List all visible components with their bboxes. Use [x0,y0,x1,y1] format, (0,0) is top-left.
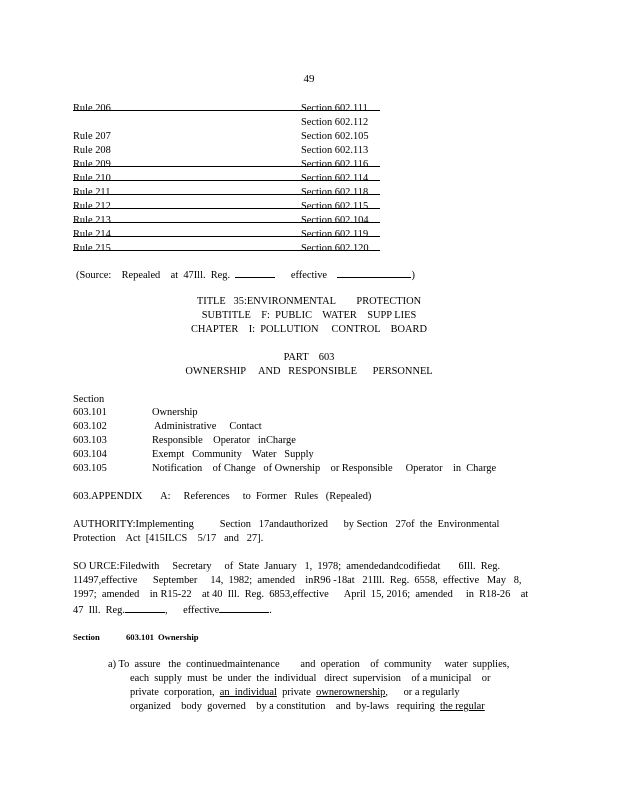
rule-row [73,145,380,158]
subtitle-line: SUBTITLE F: PUBLIC WATER SUPP LIES [201,310,417,321]
rule-label: Rule 211 [73,187,111,198]
section-label: Section 602.114 [301,173,369,184]
blank-line [235,268,275,278]
rule-label: Rule 214 [73,229,111,240]
toc-number: 603.103 [73,435,107,446]
rule-row [73,117,380,130]
blank-line [125,603,165,613]
rule-row [73,131,380,144]
rule-row [73,187,380,200]
section-label: Section 602.104 [301,215,369,226]
rule-label: Rule 215 [73,243,111,254]
toc-number: 603.102 [73,421,107,432]
part-title: OWNERSHIP AND RESPONSIBLE PERSONNEL [185,366,433,377]
blank-line [337,268,411,278]
title-line: TITLE 35:ENVIRONMENTAL PROTECTION [196,296,422,307]
chapter-line: CHAPTER I: POLLUTION CONTROL BOARD [190,324,427,335]
source-line: SO URCE:Filedwith Secretary of State January 1, 1978; amendedandcodifiedat 6Ill. Reg. [73,561,501,572]
section-label: Section 602.105 [301,131,369,142]
source-note-suffix: ) [411,270,415,281]
page-number: 49 [303,73,315,85]
section-label: Section 602.113 [301,145,369,156]
toc-title: Responsible Operator inCharge [152,435,296,446]
rule-label: Rule 206 [73,103,111,114]
blank-line [219,603,269,613]
source-line-prefix: 47 Ill. Reg. [73,605,125,616]
underlined-text: an individual [219,687,277,698]
rule-label: Rule 213 [73,215,111,226]
toc-appendix: 603.APPENDIX A: References to Former Rules (Repealed) [73,491,372,502]
section-label: Section 602.118 [301,187,369,198]
toc-number: 603.105 [73,463,107,474]
section-heading-number: 603.101 [126,632,154,642]
underlined-text: the regular [440,701,485,712]
source-line-effective: , effective [164,605,220,616]
section-label: Section 602.111 [301,103,368,114]
section-label: Section 602.116 [301,159,369,170]
source-note-effective: effective [290,270,328,281]
source-line-suffix: . [269,605,272,616]
rule-row [73,243,380,256]
rule-label: Rule 207 [73,131,111,142]
toc-title: Exempt Community Water Supply [152,449,314,460]
rule-label: Rule 210 [73,173,111,184]
rule-row [73,159,380,172]
authority-line: Protection Act [415ILCS 5/17 and 27]. [73,533,264,544]
paragraph-text: private [276,687,317,698]
source-line [73,603,272,616]
toc-heading: Section [73,394,105,405]
source-note [76,268,415,281]
toc-number: 603.101 [73,407,107,418]
section-label: Section 602.119 [301,229,369,240]
section-label: Section 602.120 [301,243,369,254]
rule-row [73,173,380,186]
toc-number: 603.104 [73,449,107,460]
rule-label: Rule 208 [73,145,111,156]
toc-title: Ownership [152,407,198,418]
rule-row [73,201,380,214]
underlined-text: ownerownership [316,687,386,698]
paragraph-line: a) To assure the continuedmaintenance and operation of community water supplies, [108,659,510,670]
paragraph-line: each supply must be under the individual direct supervision of a municipal or [130,673,491,684]
section-heading-label: Section [73,632,100,642]
section-label: Section 602.115 [301,201,369,212]
rule-label: Rule 212 [73,201,111,212]
toc-title: Administrative Contact [152,421,262,432]
rule-row [73,215,380,228]
section-heading-title: Ownership [158,632,199,642]
paragraph-text: private corporation, [130,687,220,698]
paragraph-line [130,687,460,698]
rule-label: Rule 209 [73,159,111,170]
paragraph-line [130,701,485,712]
paragraph-text: organized body governed by a constitution and by-laws requiring [130,701,441,712]
paragraph-text: , or a regularly [385,687,460,698]
section-label: Section 602.112 [301,117,369,128]
toc-title: Notification of Change of Ownership or Responsible Operator in Charge [152,463,497,474]
source-line: 1997; amended in R15-22 at 40 Ill. Reg. 6853,effective April 15, 2016; amended in R18-26 at [73,589,529,600]
part-line: PART 603 [283,352,335,363]
authority-line: AUTHORITY:Implementing Section 17andauthorized by Section 27of the Environmental [73,519,500,530]
source-line: 11497,effective September 14, 1982; amended inR96 -18at 21Ill. Reg. 6558, effective May 8, [73,575,522,586]
rule-row [73,229,380,242]
source-note-prefix: (Source: Repealed at 47Ill. Reg. [76,270,231,281]
rule-row [73,103,380,116]
